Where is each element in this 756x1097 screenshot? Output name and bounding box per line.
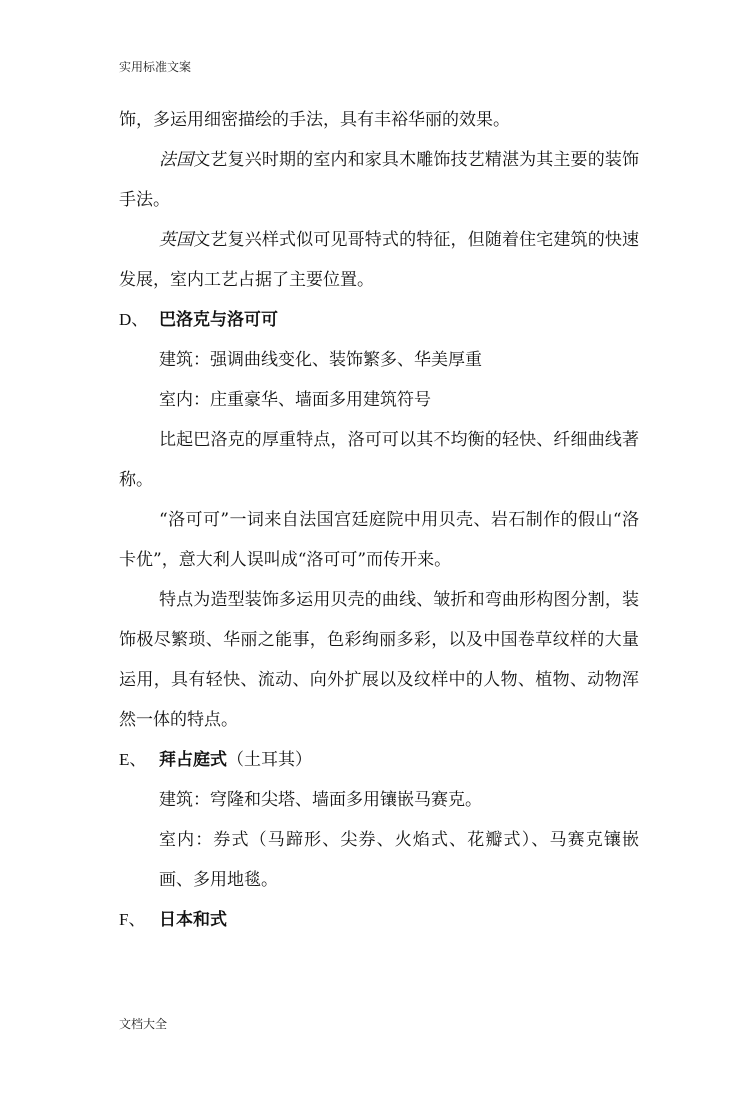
document-body: [119, 100, 639, 940]
rococo-paragraph-2: “洛可可”一词来自法国宫廷庭院中用贝壳、岩石制作的假山“洛卡优”，意大利人误叫成“洛可可”而传开来。: [119, 510, 639, 570]
section-title-e: 拜占庭式: [159, 750, 227, 770]
section-letter-d: D、: [119, 310, 149, 329]
section-letter-e: E、: [119, 750, 147, 769]
section-suffix-e: （土耳其）: [227, 750, 312, 770]
paragraph-continuation: 饰，多运用细密描绘的手法，具有丰裕华丽的效果。: [119, 110, 510, 130]
baroque-architecture: 建筑：强调曲线变化、装饰繁多、华美厚重: [159, 350, 482, 370]
section-heading-e: [119, 740, 639, 780]
section-heading-d: [119, 300, 639, 340]
rococo-paragraph-3: 特点为造型装饰多运用贝壳的曲线、皱折和弯曲形构图分割，装饰极尽繁琐、华丽之能事，色彩绚丽多彩，以及中国卷草纹样的大量运用，具有轻快、流动、向外扩展以及纹样中的人物、植物、动物浑然一体的特点。: [119, 590, 639, 730]
byzantine-architecture: 建筑：穹隆和尖塔、墙面多用镶嵌马赛克。: [159, 790, 482, 810]
section-title-d: 巴洛克与洛可可: [159, 310, 278, 330]
italic-term-france: 法国: [159, 150, 194, 170]
section-letter-f: F、: [119, 910, 146, 929]
byzantine-interior: 室内：券式（马蹄形、尖券、火焰式、花瓣式）、马赛克镶嵌画、多用地毯。: [159, 830, 639, 890]
italic-term-england: 英国: [159, 230, 194, 250]
section-title-f: 日本和式: [159, 910, 227, 930]
paragraph-france: [119, 140, 639, 220]
page-footer: 文档大全: [119, 1017, 168, 1031]
paragraph-france-text: 文艺复兴时期的室内和家具木雕饰技艺精湛为其主要的装饰手法。: [119, 150, 639, 210]
section-heading-f: [119, 900, 639, 940]
baroque-interior: 室内：庄重豪华、墙面多用建筑符号: [159, 390, 431, 410]
rococo-paragraph-1: 比起巴洛克的厚重特点，洛可可以其不均衡的轻快、纤细曲线著称。: [119, 430, 639, 490]
paragraph-england: [119, 220, 639, 300]
paragraph-england-text: 文艺复兴样式似可见哥特式的特征，但随着住宅建筑的快速发展，室内工艺占据了主要位置。: [119, 230, 639, 290]
page-header: 实用标准文案: [119, 60, 192, 74]
